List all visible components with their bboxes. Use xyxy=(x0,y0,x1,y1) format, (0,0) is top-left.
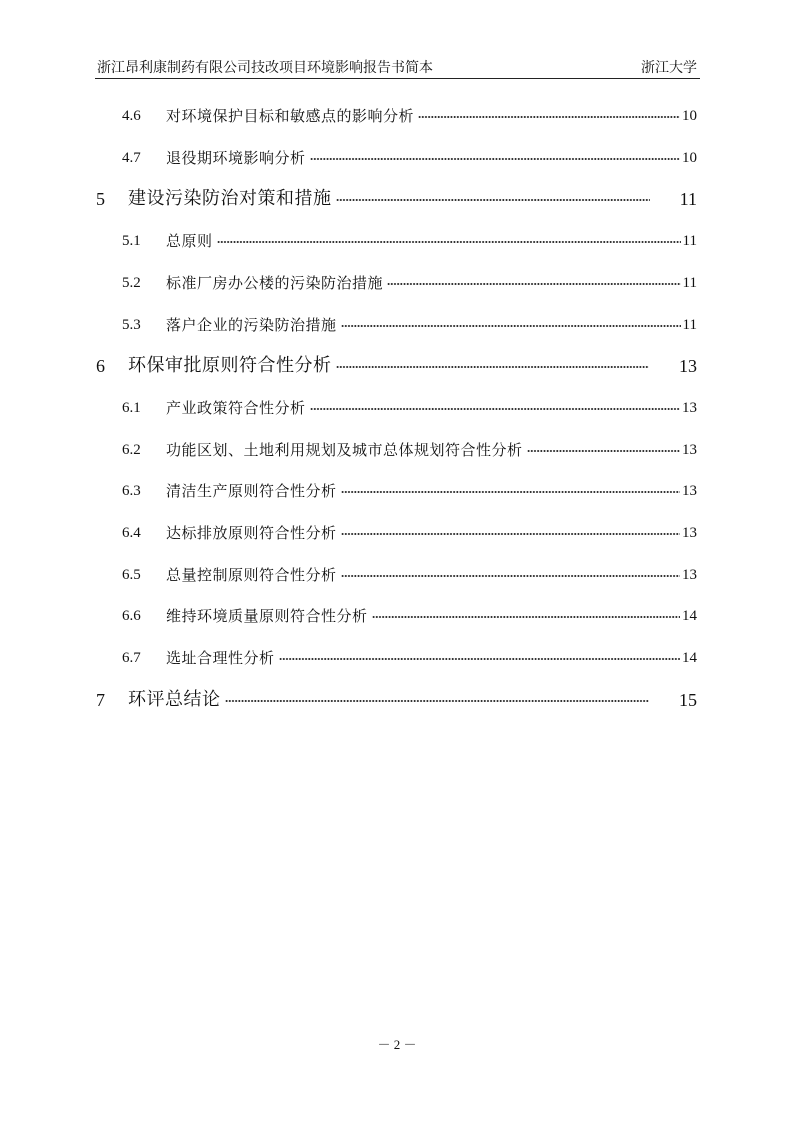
toc-entry-title: 选址合理性分析 xyxy=(166,649,275,668)
toc-dot-leader xyxy=(527,447,680,453)
toc-entry-number: 6.1 xyxy=(122,399,141,416)
toc-entry-page: 11 xyxy=(682,316,697,333)
toc-dot-leader xyxy=(341,488,680,494)
toc-entry-number: 6.2 xyxy=(122,441,141,458)
header-document-title: 浙江昂利康制药有限公司技改项目环境影响报告书简本 xyxy=(97,60,433,76)
toc-section-entry[interactable] xyxy=(0,313,794,337)
toc-entry-title: 退役期环境影响分析 xyxy=(166,148,306,167)
toc-dot-leader xyxy=(341,322,681,328)
toc-dot-leader xyxy=(279,655,680,661)
toc-entry-number: 7 xyxy=(96,689,105,710)
toc-section-entry[interactable] xyxy=(0,271,794,295)
toc-entry-page: 10 xyxy=(682,108,697,124)
toc-entry-number: 6.6 xyxy=(122,608,141,625)
toc-entry-page: 13 xyxy=(682,525,697,541)
toc-entry-number: 5.1 xyxy=(122,233,141,250)
toc-entry-title: 对环境保护目标和敏感点的影响分析 xyxy=(166,107,415,125)
toc-entry-title: 环保审批原则符合性分析 xyxy=(128,355,332,377)
toc-section-entry[interactable] xyxy=(0,104,794,128)
toc-chapter-entry[interactable] xyxy=(0,688,794,712)
toc-section-entry[interactable] xyxy=(0,438,794,462)
toc-entry-title: 维持环境质量原则符合性分析 xyxy=(166,607,368,626)
header-divider xyxy=(95,78,700,79)
toc-entry-title: 总量控制原则符合性分析 xyxy=(166,565,337,584)
toc-section-entry[interactable] xyxy=(0,479,794,503)
toc-entry-title: 总原则 xyxy=(166,232,213,251)
toc-dot-leader xyxy=(336,196,650,202)
toc-entry-page: 11 xyxy=(679,189,697,210)
toc-entry-number: 4.7 xyxy=(122,149,141,166)
toc-entry-number: 6.4 xyxy=(122,525,141,541)
toc-dot-leader xyxy=(372,613,680,619)
toc-entry-number: 4.6 xyxy=(122,108,141,124)
toc-section-entry[interactable] xyxy=(0,646,794,670)
toc-dot-leader xyxy=(387,280,681,286)
toc-entry-title: 功能区划、土地利用规划及城市总体规划符合性分析 xyxy=(166,440,523,459)
toc-entry-title: 建设污染防治对策和措施 xyxy=(128,188,332,210)
toc-entry-page: 15 xyxy=(679,689,697,710)
toc-entry-number: 6.3 xyxy=(122,483,141,500)
toc-entry-title: 清洁生产原则符合性分析 xyxy=(166,482,337,501)
toc-entry-page: 14 xyxy=(682,650,697,667)
toc-entry-number: 6.5 xyxy=(122,566,141,583)
page-header xyxy=(97,58,700,78)
toc-section-entry[interactable] xyxy=(0,396,794,420)
toc-entry-title: 落户企业的污染防治措施 xyxy=(166,315,337,334)
toc-dot-leader xyxy=(336,363,649,369)
toc-entry-number: 5.2 xyxy=(122,274,141,291)
toc-section-entry[interactable] xyxy=(0,146,794,170)
toc-entry-page: 10 xyxy=(682,149,697,166)
toc-section-entry[interactable] xyxy=(0,229,794,253)
toc-entry-title: 达标排放原则符合性分析 xyxy=(166,524,337,542)
toc-entry-page: 13 xyxy=(682,483,697,500)
toc-entry-title: 环评总结论 xyxy=(128,688,221,710)
toc-chapter-entry[interactable] xyxy=(0,187,794,211)
toc-entry-page: 13 xyxy=(682,399,697,416)
toc-dot-leader xyxy=(341,530,680,536)
toc-entry-page: 13 xyxy=(679,356,697,377)
toc-chapter-entry[interactable] xyxy=(0,354,794,378)
toc-dot-leader xyxy=(341,572,680,578)
toc-entry-number: 6 xyxy=(96,356,105,377)
toc-entry-number: 5.3 xyxy=(122,316,141,333)
page-number: － 2 － xyxy=(377,1037,417,1052)
toc-dot-leader xyxy=(418,113,680,119)
toc-dot-leader xyxy=(225,697,649,703)
toc-entry-title: 标准厂房办公楼的污染防治措施 xyxy=(166,273,384,292)
toc-section-entry[interactable] xyxy=(0,604,794,628)
toc-entry-page: 11 xyxy=(682,233,697,250)
toc-section-entry[interactable] xyxy=(0,521,794,545)
toc-dot-leader xyxy=(217,238,681,244)
toc-dot-leader xyxy=(310,155,680,161)
toc-section-entry[interactable] xyxy=(0,563,794,587)
header-institution: 浙江大学 xyxy=(641,60,697,76)
toc-entry-page: 13 xyxy=(682,441,697,458)
toc-entry-title: 产业政策符合性分析 xyxy=(166,398,306,417)
toc-entry-number: 5 xyxy=(96,189,105,210)
toc-dot-leader xyxy=(310,405,680,411)
toc-entry-page: 13 xyxy=(682,566,697,583)
toc-entry-page: 11 xyxy=(682,274,697,291)
toc-entry-page: 14 xyxy=(682,608,697,625)
toc-entry-number: 6.7 xyxy=(122,650,141,667)
